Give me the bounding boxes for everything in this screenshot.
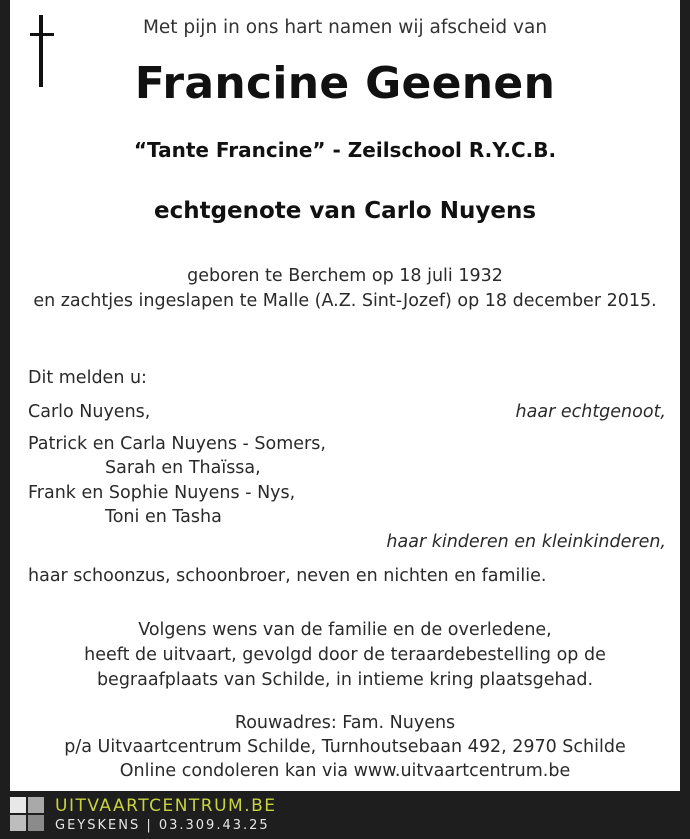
child-family-2: Frank en Sophie Nuyens - Nys, — [28, 483, 296, 503]
grandchildren-1: Sarah en Thaïssa, — [105, 458, 261, 478]
announce-text: Dit melden u: — [28, 368, 147, 388]
children-role: haar kinderen en kleinkinderen, — [386, 532, 666, 552]
footer-brand[interactable]: UITVAARTCENTRUM.BE — [55, 796, 277, 816]
nickname: “Tante Francine” - Zeilschool R.Y.C.B. — [133, 138, 557, 162]
funeral-line-1: Volgens wens van de familie en de overledene, — [138, 620, 552, 640]
spouse-name: Carlo Nuyens, — [28, 402, 151, 422]
child-family-1: Patrick en Carla Nuyens - Somers, — [28, 434, 326, 454]
funeral-line-3: begraafplaats van Schilde, in intieme kring plaatsgehad. — [96, 670, 594, 690]
footer-contact: GEYSKENS | 03.309.43.25 — [55, 818, 270, 833]
birth-info: geboren te Berchem op 18 juli 1932 — [187, 266, 503, 286]
intro-text: Met pijn in ons hart namen wij afscheid van — [142, 17, 548, 38]
spouse-line: echtgenote van Carlo Nuyens — [153, 198, 537, 224]
online-condolence: Online condoleren kan via www.uitvaartcentrum.be — [119, 761, 571, 781]
deceased-name: Francine Geenen — [134, 58, 556, 109]
squares-logo-icon — [10, 797, 46, 833]
other-relatives: haar schoonzus, schoonbroer, neven en nichten en familie. — [28, 566, 547, 586]
funeral-line-2: heeft de uitvaart, gevolgd door de teraardebestelling op de — [84, 645, 606, 665]
address-label: Rouwadres: Fam. Nuyens — [234, 713, 456, 733]
death-info: en zachtjes ingeslapen te Malle (A.Z. Sint-Jozef) op 18 december 2015. — [33, 291, 657, 311]
obituary-card — [10, 0, 680, 791]
spouse-role: haar echtgenoot, — [515, 402, 666, 422]
address: p/a Uitvaartcentrum Schilde, Turnhoutsebaan 492, 2970 Schilde — [64, 737, 626, 757]
grandchildren-2: Toni en Tasha — [105, 507, 222, 527]
